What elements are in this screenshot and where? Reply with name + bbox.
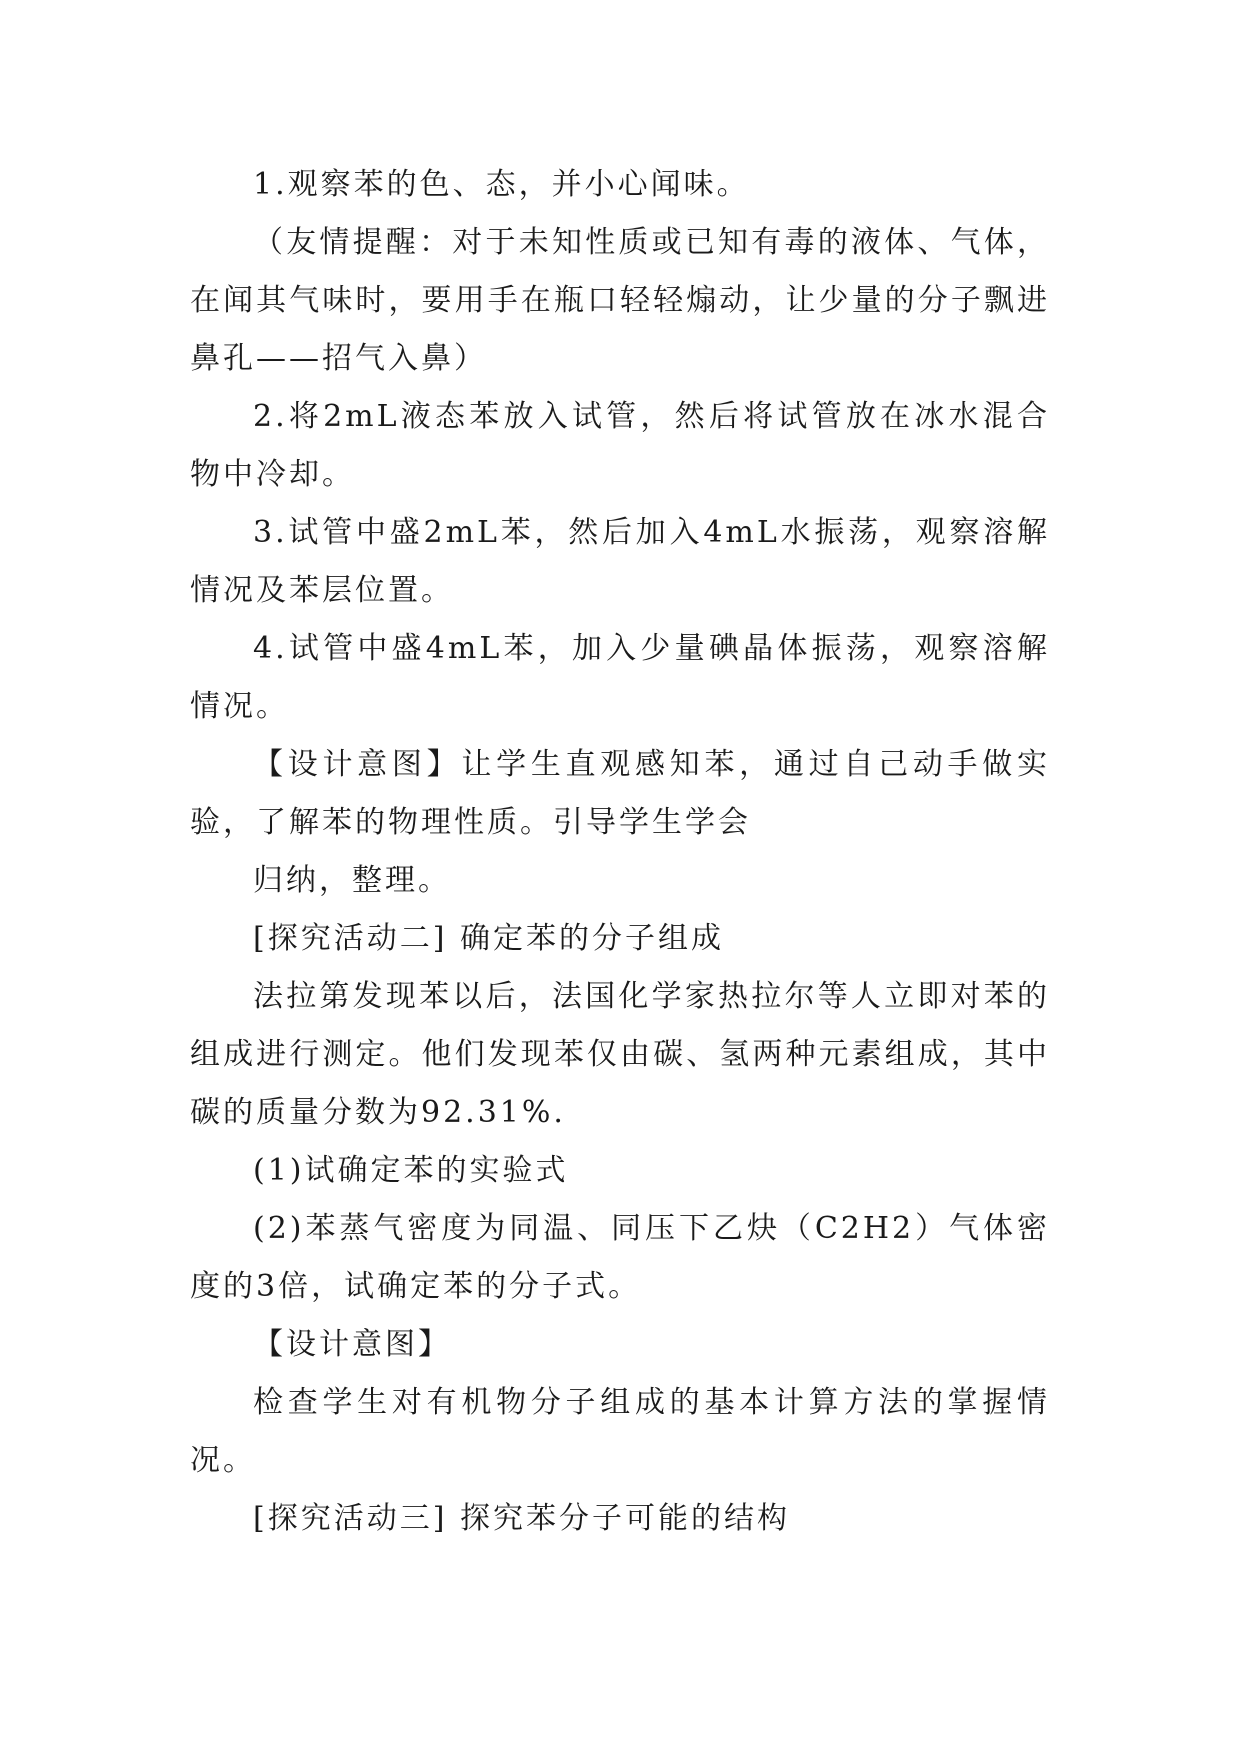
paragraph-faraday: 法拉第发现苯以后，法国化学家热拉尔等人立即对苯的组成进行测定。他们发现苯仅由碳、氢两种元素组成，其中碳的质量分数为92.31%. <box>190 979 1050 1130</box>
heading-activity-2: [探究活动二] 确定苯的分子组成 <box>253 921 724 956</box>
paragraph-friendly-reminder: （友情提醒：对于未知性质或已知有毒的液体、气体，在闻其气味时，要用手在瓶口轻轻煽动，让少量的分子飘进鼻孔——招气入鼻） <box>190 225 1050 376</box>
heading-design-intent-2: 【设计意图】 <box>253 1327 451 1362</box>
paragraph-step-3: 3.试管中盛2mL苯，然后加入4mL水振荡，观察溶解情况及苯层位置。 <box>190 515 1050 608</box>
paragraph-step-4: 4.试管中盛4mL苯，加入少量碘晶体振荡，观察溶解情况。 <box>190 631 1050 724</box>
paragraph-design-intent-1: 【设计意图】让学生直观感知苯，通过自己动手做实验，了解苯的物理性质。引导学生学会 <box>190 747 1050 840</box>
paragraph-step-2: 2.将2mL液态苯放入试管，然后将试管放在冰水混合物中冷却。 <box>190 399 1050 492</box>
document-body <box>190 156 1050 1548</box>
question-2: (2)苯蒸气密度为同温、同压下乙炔（C2H2）气体密度的3倍，试确定苯的分子式。 <box>190 1211 1050 1304</box>
paragraph-check-students: 检查学生对有机物分子组成的基本计算方法的掌握情况。 <box>190 1385 1050 1478</box>
heading-activity-3: [探究活动三] 探究苯分子可能的结构 <box>253 1501 790 1536</box>
paragraph-step-1: 1.观察苯的色、态，并小心闻味。 <box>253 167 750 202</box>
question-1: (1)试确定苯的实验式 <box>253 1153 569 1188</box>
paragraph-summarize: 归纳，整理。 <box>253 863 451 898</box>
